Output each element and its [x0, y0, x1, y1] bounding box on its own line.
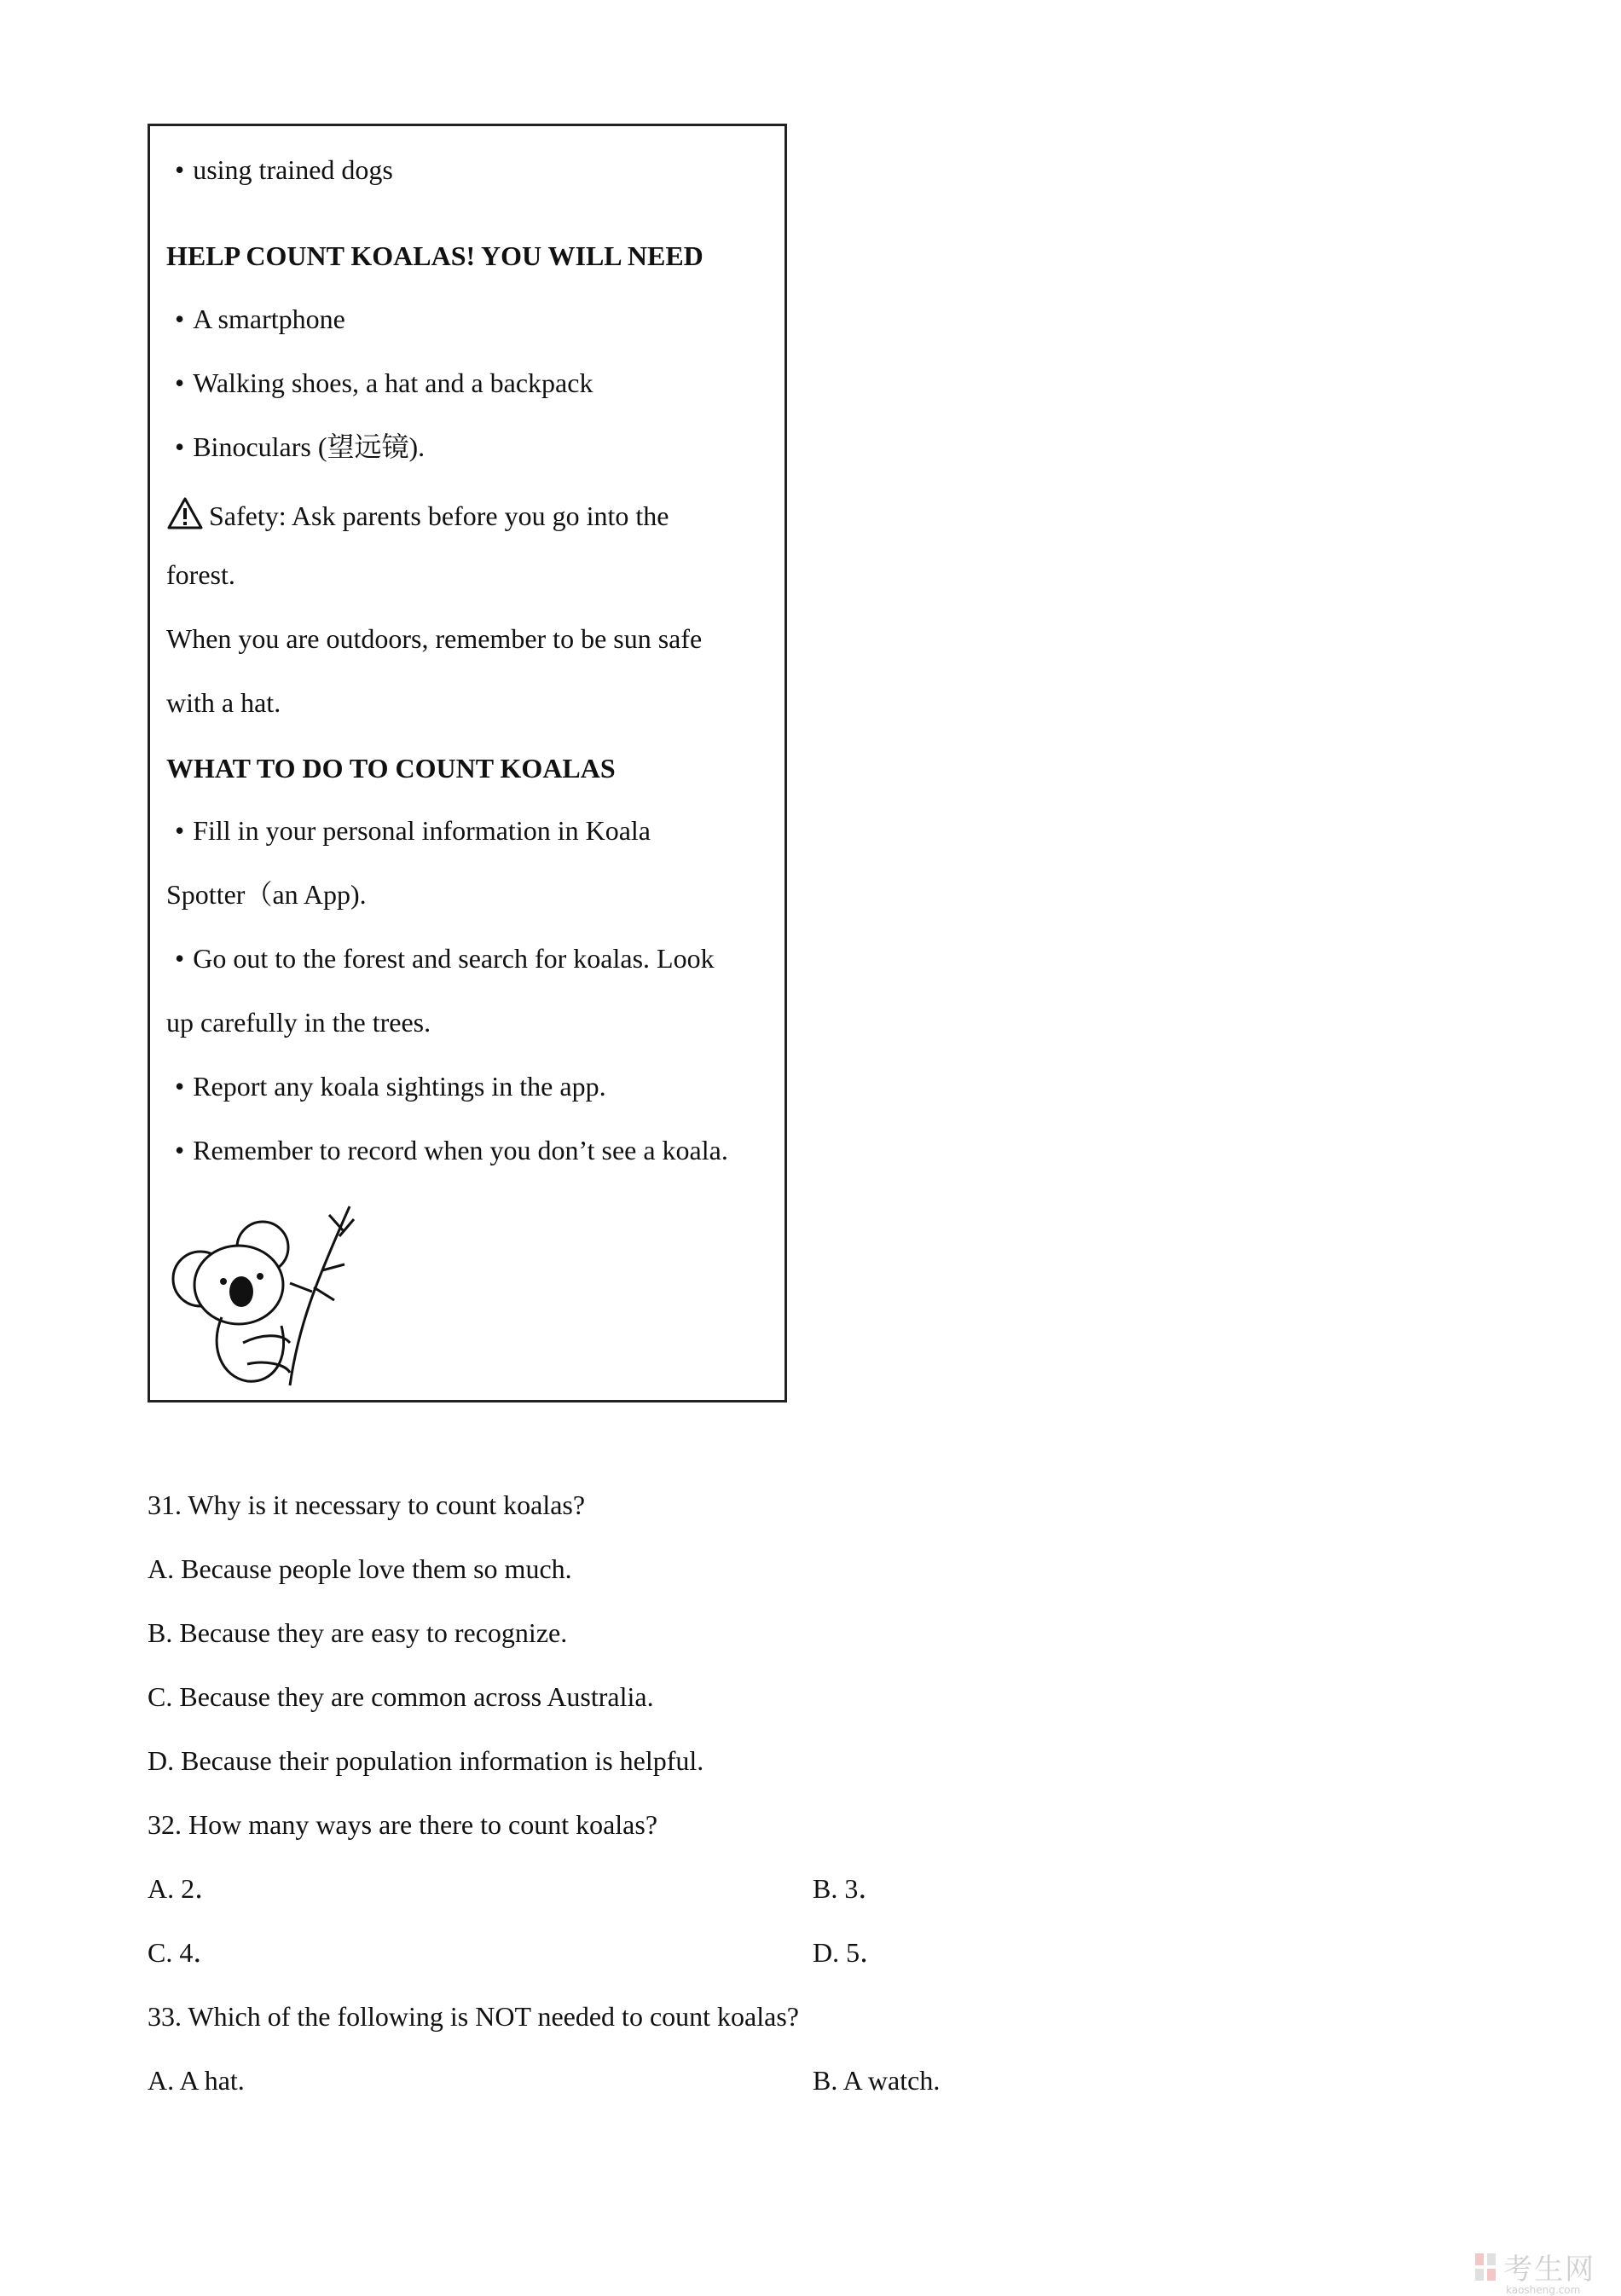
need-item-shoes: • Walking shoes, a hat and a backpack	[175, 369, 593, 396]
what-to-do-heading: WHAT TO DO TO COUNT KOALAS	[166, 753, 616, 784]
warning-icon	[166, 496, 204, 535]
safety-line	[166, 496, 669, 535]
safety-text-cont: forest.	[166, 559, 235, 590]
q31-option-a: A. Because people love them so much.	[148, 1553, 572, 1584]
watermark-name: 考生网	[1503, 2253, 1596, 2287]
help-count-heading: HELP COUNT KOALAS! YOU WILL NEED	[166, 240, 703, 271]
q32-option-a: A. 2．	[148, 1873, 223, 1904]
question-31: 31. Why is it necessary to count koalas?	[148, 1489, 586, 1520]
q32-option-b: B. 3．	[813, 1873, 886, 1904]
q33-option-b: B. A watch.	[813, 2065, 941, 2096]
need-item-binoculars: • Binoculars (望远镜).	[175, 433, 425, 460]
do-item-search: • Go out to the forest and search for koalas. Look	[175, 945, 715, 972]
watermark-logo	[1473, 2246, 1595, 2296]
need-item-smartphone: • A smartphone	[175, 305, 345, 333]
safety-text: Safety: Ask parents before you go into the	[209, 500, 669, 531]
sun-safe-text: When you are outdoors, remember to be sun safe	[166, 623, 703, 654]
q31-option-d: D. Because their population information is helpful.	[148, 1745, 704, 1776]
do-item-fill-info-cont: Spotter（an App).	[166, 879, 367, 910]
do-item-report: • Report any koala sightings in the app.	[175, 1073, 606, 1100]
q31-option-c: C. Because they are common across Australia.	[148, 1681, 654, 1712]
q33-option-a: A. A hat.	[148, 2065, 245, 2096]
do-item-fill-info: • Fill in your personal information in Koala	[175, 817, 651, 844]
bullet-using-dogs: • using trained dogs	[175, 156, 393, 183]
sun-safe-text-cont: with a hat.	[166, 687, 281, 718]
q31-option-b: B. Because they are easy to recognize.	[148, 1617, 568, 1648]
watermark-sub: kaosheng.com	[1506, 2284, 1581, 2296]
watermark-icon	[1473, 2252, 1499, 2282]
question-33: 33. Which of the following is NOT needed to count koalas?	[148, 2001, 799, 2032]
do-item-search-cont: up carefully in the trees.	[166, 1007, 431, 1038]
do-item-record: • Remember to record when you don’t see a koala.	[175, 1136, 728, 1164]
koala-illustration	[162, 1189, 358, 1394]
question-32: 32. How many ways are there to count koalas?	[148, 1809, 658, 1840]
q32-option-c: C. 4．	[148, 1937, 221, 1968]
q32-option-d: D. 5．	[813, 1937, 888, 1968]
